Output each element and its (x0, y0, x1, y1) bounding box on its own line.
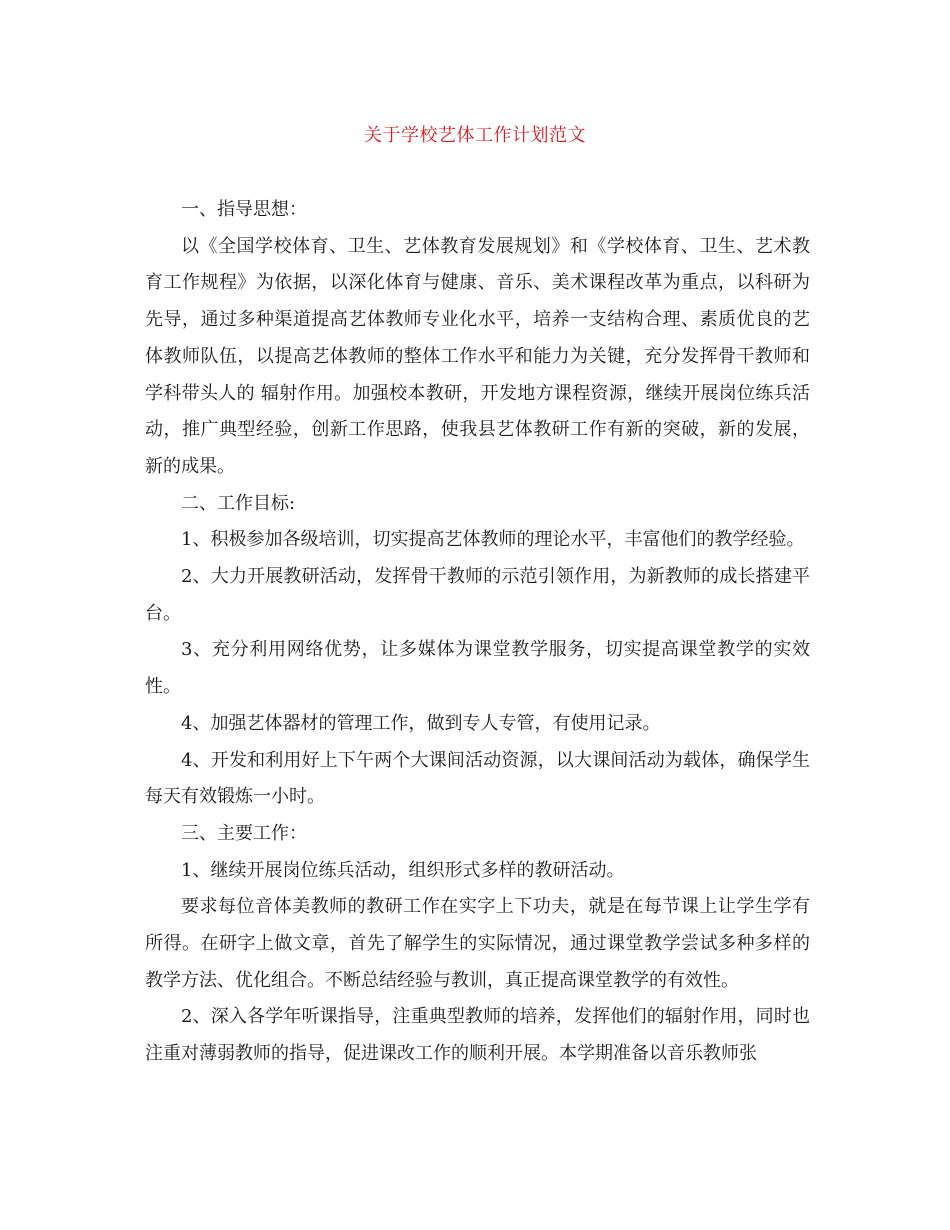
list-item: 1、继续开展岗位练兵活动，组织形式多样的教研活动。 (181, 859, 625, 881)
list-item: 2、大力开展教研活动，发挥骨干教师的示范引领作用，为新教师的成长搭建平台。 (145, 566, 810, 624)
list-item: 4、开发和利用好上下午两个大课间活动资源，以大课间活动为载体，确保学生每天有效锻炼一小时。 (145, 749, 810, 808)
section-heading-main-work: 三、主要工作： (181, 822, 307, 844)
list-item: 4、加强艺体器材的管理工作，做到专人专管，有使用记录。 (181, 712, 661, 734)
document-body (145, 192, 810, 1073)
list-item: 2、深入各学年听课指导，注重典型教师的培养，发挥他们的辐射作用，同时也注重对薄弱教师的指导，促进课改工作的顺利开展。本学期准备以音乐教师张 (145, 1006, 810, 1065)
section-heading-guiding-ideology: 一、指导思想： (181, 199, 307, 220)
paragraph: 要求每位音体美教师的教研工作在实字上下功夫，就是在每节课上让学生学有所得。在研字上做文章，首先了解学生的实际情况，通过课堂教学尝试多种多样的教学方法、优化组合。不断总结经验与教训，真正提高课堂教学的有效性。 (145, 896, 810, 991)
section-heading-work-goals: 二、工作目标: (181, 492, 296, 514)
paragraph: 以《全国学校体育、卫生、艺体教育发展规划》和《学校体育、卫生、艺术教育工作规程》为依据，以深化体育与健康、音乐、美术课程改革为重点，以科研为先导，通过多种渠道提高艺体教师专业化水平，培养一支结构合理、素质优良的艺体教师队伍，以提高艺体教师的整体工作水平和能力为关键，充分发挥骨干教师和学科带头人的 辐射作用。加强校本教研，开发地方课程资源，继续开展岗位练兵活动，推广典型经验，创新工作思路，使我县艺体教研工作有新的突破，新的发展，新的成果。 (145, 235, 810, 477)
list-item: 3、充分利用网络优势，让多媒体为课堂教学服务，切实提高课堂教学的实效性。 (145, 639, 810, 698)
document-title: 关于学校艺体工作计划范文 (364, 125, 586, 146)
list-item: 1、积极参加各级培训，切实提高艺体教师的理论水平，丰富他们的教学经验。 (181, 529, 805, 551)
